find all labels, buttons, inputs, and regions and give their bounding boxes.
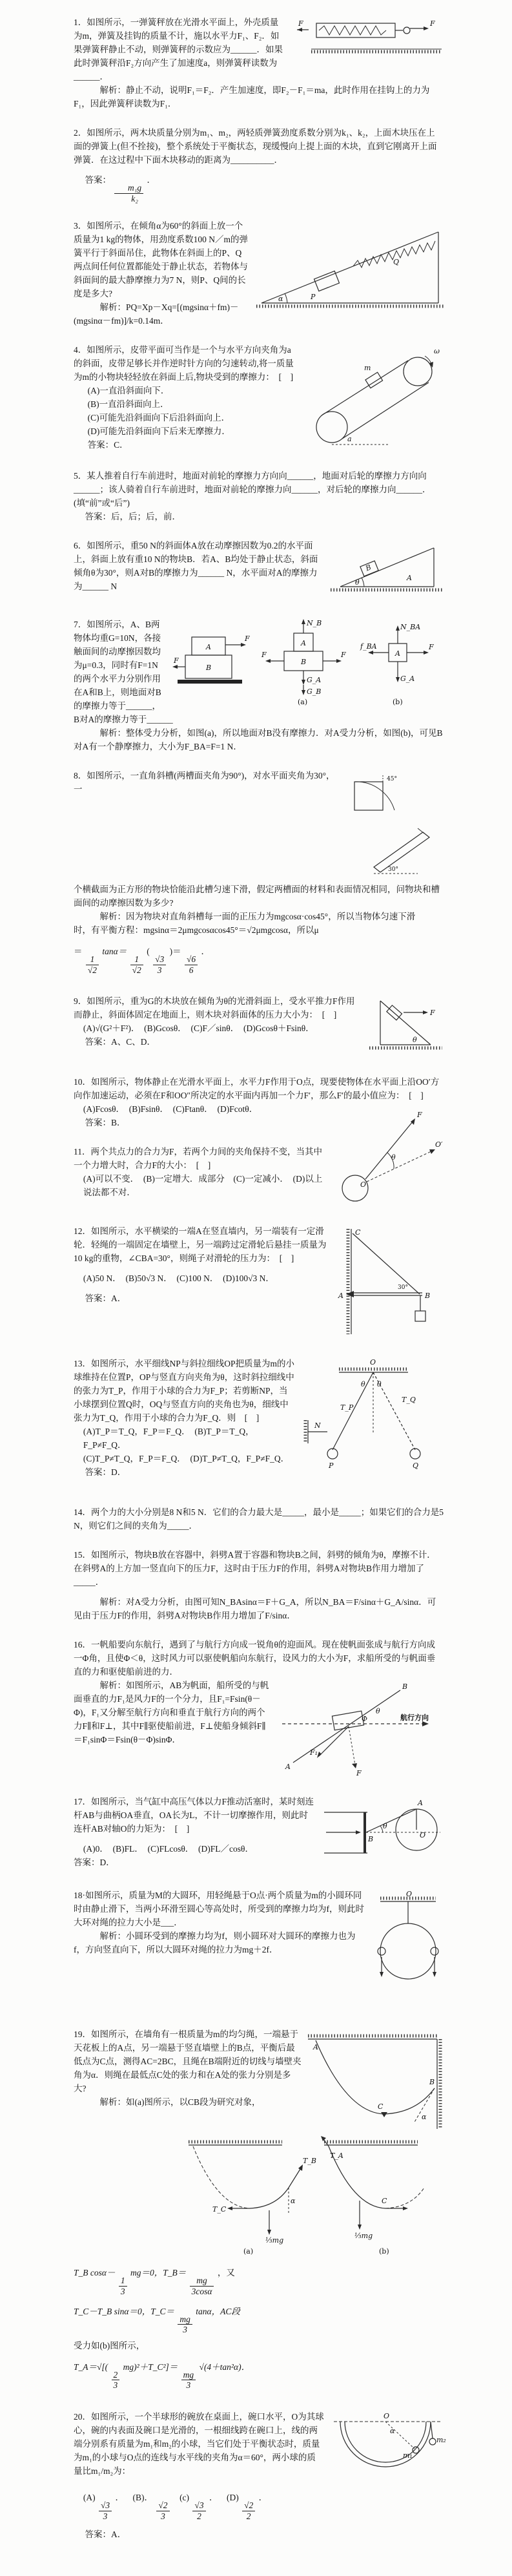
- q19-formula-1: T_B cosα－ $\frac{1}{3}$ mg＝0，T_B＝ $\frac{mg}{3\cos\alpha}$ ，又: [74, 2268, 235, 2296]
- q13-fig-label-P: P: [329, 1461, 334, 1471]
- q13-options-2: (C)T_P≠T_Q，F_P＝F_Q． (D)T_P≠T_Q，F_P≠F_Q．: [83, 1454, 290, 1464]
- svg-text:B: B: [301, 658, 307, 667]
- q11-options: (A)可以不变． (B)一定增大．成部分 (C)一定减小． (D)以上说法都不对．: [83, 1174, 323, 1198]
- q8-figure: [347, 770, 444, 880]
- q20-fig-label-m2: m₂: [436, 2435, 446, 2444]
- q17-answer: 答案：D．: [74, 1858, 115, 1868]
- q9-text: 9．如图所示，重为G的木块放在倾角为θ的光滑斜面上，受水平推力F作用而静止，斜面体固定在地面上，则木块对斜面体的压力大小为： [ ]: [74, 996, 355, 1020]
- q10-text: 10．如图所示，物体静止在光滑水平面上，水平力F作用于O点，现要使物体在水平面上沿OO′方向作加速运动，必须在F和OO″所决定的水平面内再加一个力F′，那么F′的最小值应为： [ ]: [74, 1077, 440, 1101]
- svg-text:N_B: N_B: [307, 619, 322, 628]
- q20-answer: 答案：A．: [85, 2529, 127, 2540]
- q9-fig-label-theta: θ: [413, 1036, 417, 1045]
- q6-text: 6．如图所示，重50 N的斜面体A放在动摩擦因数为0.2的水平面上，斜面上放有重10 N的物块B．若A、B均处于静止状态，斜面倾角θ为30°，则A对B的摩擦力为______ N，水平面对A的摩擦力为______ N: [74, 541, 318, 592]
- q4-option-b: (B)一直沿斜面向上．: [87, 399, 169, 410]
- q13-answer: 答案：D．: [85, 1467, 127, 1478]
- question-2: [74, 126, 444, 204]
- q6-fig-label-B: B: [364, 563, 373, 573]
- q8-fig-label-45: 45°: [387, 776, 397, 783]
- q3-figure: [256, 220, 444, 324]
- q9-figure: [366, 996, 444, 1057]
- q20-fig-label-m1: m₁: [403, 2451, 413, 2460]
- q12-fig-label-B: B: [425, 1292, 431, 1301]
- svg-text:F: F: [174, 656, 179, 665]
- q16-fig-label-theta: θ: [376, 1707, 380, 1716]
- q16-analysis: 解析：如图所示，AB为帆面，船所受的与帆面垂直的力F₁是风力F的一个分力，且F₁=Fsin(θ－Φ)，F₁又分解至航行方向和垂直于航行方向的两个力F∥和F⊥，其中F∥驱使船前进，F⊥使船身倾斜F∥＝F₁sinΦ＝Fsin(θ－Φ)sinΦ．: [74, 1681, 269, 1745]
- question-13: [74, 1357, 444, 1490]
- q19-fig-label-alpha: α: [422, 2113, 427, 2122]
- q7-figure-stack: [172, 619, 250, 700]
- svg-text:A: A: [395, 649, 400, 658]
- q1-analysis: 解析：静止不动，说明F₁＝F₂．产生加速度，即F₂－F₁＝ma，此时作用在挂钩上的力为F₁，因此弹簧秤读数为F₁．: [74, 85, 430, 109]
- q19-sol-label-a: (a): [243, 2247, 254, 2256]
- question-17: [74, 1795, 444, 1873]
- q19-figure: [308, 2029, 444, 2132]
- q12-figure: [337, 1226, 444, 1339]
- q19-fig-label-C: C: [378, 2102, 384, 2111]
- svg-text:A: A: [301, 639, 306, 648]
- q5-text: 5．某人推着自行车前进时，地面对前轮的摩擦力方向向______，地面对后轮的摩擦力方向向______；该人骑着自行车前进时，地面对前轮的摩擦力向______，对后轮的摩擦力向______．(填“前”或“后”): [74, 471, 431, 508]
- q17-text: 17．如图所示，当气缸中高压气体以力F推动活塞时，某时刻连杆AB与曲柄OA垂直，OA长为L，不计一切摩擦作用，则此时连杆AB对轴O的力矩为： [ ]: [74, 1797, 314, 1834]
- question-7: [74, 618, 444, 753]
- q20-frac-a: $\frac{√3}{3}$: [99, 2500, 112, 2521]
- question-6: [74, 539, 444, 602]
- q10-fig-label-F: F: [417, 1111, 422, 1120]
- q10-figure: [337, 1109, 444, 1206]
- q7-figures: [172, 619, 444, 706]
- q4-fig-label-omega: ω: [434, 347, 440, 356]
- q8-analysis-1: 解析：因为物块对直角斜槽每一面的正压力为mgcosα·cos45°，所以当物体匀速下滑: [99, 912, 416, 922]
- q10-answer: 答案：B．: [85, 1118, 126, 1128]
- q17-fig-label-O: O: [420, 1831, 426, 1840]
- question-5: [74, 469, 444, 523]
- q8-frac-2: $\frac{1}{√2}$: [130, 954, 143, 975]
- q4-figure: [305, 344, 444, 451]
- q19-sol-label-mg1: ⅓mg: [265, 2236, 284, 2245]
- q8-fig-label-30: 30°: [388, 866, 398, 874]
- q19-sol-label-TB: T_B: [303, 2157, 316, 2166]
- q7-figure-fbd-a: [261, 619, 349, 706]
- q19-solution-figures: [185, 2136, 444, 2256]
- q19-formula-3: T_A＝√[( $\frac{2}{3}$ mg)²＋T_C²]＝ $\frac{mg}{3}$ √(4＋tan²α)．: [74, 2361, 251, 2391]
- q8-formula: ＝ $\frac{1}{√2}$ tanα＝ $\frac{1}{√2}$ ( $\frac{√3}{3}$ )＝ $\frac{√6}{6}$ ．: [74, 947, 210, 975]
- svg-text:G_A: G_A: [400, 675, 415, 684]
- q20-frac-c: $\frac{√3}{2}$: [192, 2500, 205, 2521]
- q1-text: 1．如图所示，一弹簧秤放在光滑水平面上，外壳质量为m，弹簧及挂钩的质量不计，施以水平力F₁、F₂．如果弹簧秤静止不动，则弹簧秤的示数应为______．如果此时弹簧秤沿F₂方向产生了加速度a，则弹簧秤读数为______．: [74, 17, 283, 81]
- q19-sol-label-alpha: α: [291, 2197, 296, 2206]
- q1-fig-label-F-right: F: [430, 19, 435, 28]
- q8-analysis-2: 时，有平衡方程：mgsinα＝2μmgcosαcos45°＝√2μmgcosα，所以μ: [74, 925, 319, 936]
- q9-fig-label-F: F: [430, 1009, 435, 1018]
- q16-fig-label-phi: Φ: [362, 1715, 368, 1724]
- question-4: [74, 343, 444, 454]
- q16-figure: [279, 1680, 444, 1777]
- q19-mid-text: 受力如(b)图所示，: [74, 2340, 145, 2351]
- q6-figure: [331, 540, 444, 600]
- q8-frac-4: $\frac{√6}{6}$: [185, 954, 198, 975]
- q17-fig-label-B: B: [368, 1835, 374, 1844]
- q13-fig-label-theta1: θ: [361, 1380, 365, 1389]
- svg-text:F: F: [261, 651, 267, 660]
- q13-options-1: (A)T_P＝T_Q，F_P＝F_Q． (B)T_P＝T_Q，F_P≠F_Q．: [83, 1427, 254, 1450]
- q8-text-line1: 8．如图所示，一直角斜槽(两槽面夹角为90°)，对水平面夹角为30°，一: [74, 771, 335, 795]
- q20-frac-d: $\frac{√2}{2}$: [242, 2500, 255, 2521]
- q12-fig-label-C: C: [355, 1228, 361, 1237]
- question-20: [74, 2410, 444, 2541]
- q8-text-line2: 个横截面为正方形的物块恰能沿此槽匀速下滑，假定两槽面的材料和表面情况相同，问物块和槽面间的动摩擦因数为多少?: [74, 885, 440, 908]
- q10-fig-label-theta: θ: [391, 1153, 396, 1162]
- q20-figure: [331, 2411, 444, 2476]
- q9-options: (A)√(G²＋F²)． (B)Gcosθ． (C)F／sinθ． (D)Gcosθ＋Fsinθ．: [83, 1023, 314, 1034]
- q4-text: 4．如图所示，皮带平面可当作是一个与水平方向夹角为a的斜面，皮带足够长并作逆时针方向的匀速转动,将一质量为m的小物块轻轻放在斜面上后,物块受到的摩擦力： [ ]: [74, 345, 294, 382]
- q13-text: 13．如图所示，水平细线NP与斜拉细线OP把质量为m的小球维持在位置P，OP与竖直方向夹角为θ，这时斜拉细线中的张力为T_P，作用于小球的合力为F_P；若剪断NP，当小球摆到位置Q时，OQ与竖直方向的夹角也为θ，细线中张力为T_Q，作用于小球的合力为F_Q．则 [ ]: [74, 1359, 295, 1423]
- q11-text: 11．两个共点力的合力为F，若两个力间的夹角保持不变，当其中一个力增大时，合力F的大小： [ ]: [74, 1147, 323, 1171]
- q16-fig-label-B: B: [402, 1682, 408, 1691]
- q17-fig-label-A: A: [418, 1799, 423, 1808]
- q18-figure: [373, 1890, 444, 2009]
- q20-options: (A) $\frac{√3}{3}$ ． (B)． $\frac{√2}{3}$ (c) $\frac{√3}{2}$ ． (D) $\frac{√2}{2}$ ．: [83, 2492, 268, 2521]
- question-16: [74, 1638, 444, 1779]
- q6-fig-label-A: A: [407, 574, 412, 583]
- svg-text:F: F: [429, 643, 434, 652]
- question-18: [74, 1889, 444, 2012]
- q19-sol-label-TC: T_C: [212, 2205, 227, 2214]
- q20-fig-label-alpha: α: [390, 2426, 395, 2435]
- q1-figure: [292, 17, 444, 62]
- q2-answer-label: 答案：: [85, 175, 112, 185]
- q13-fig-label-O: O: [370, 1358, 376, 1367]
- q4-option-d: (D)可能先沿斜面向下后来无摩擦力．: [87, 426, 230, 437]
- q18-analysis: 解析：小圆环受到的摩擦力均为f，则小圆环对大圆环的摩擦力也为f，方向竖直向下，所以大圆环对绳的拉力为mg＋2f．: [74, 1931, 356, 1955]
- q8-frac-3: $\frac{√3}{3}$: [153, 954, 166, 975]
- question-8: [74, 769, 444, 979]
- q12-answer: 答案：A．: [85, 1293, 127, 1304]
- q14-text: 14．两个力的大小分别是8 N和5 N．它们的合力最大是_____，最小是_____；如果它们的合力是5 N，则它们之间的夹角为_____．: [74, 1507, 444, 1531]
- q12-text: 12．如图所示，水平横梁的一端A在竖直墙内，另一端装有一定滑轮．轻绳的一端固定在墙壁上，另一端跨过定滑轮后悬挂一质量为10 kg的重物，∠CBA=30°，则绳子对滑轮的压力为： [ ]: [74, 1226, 327, 1264]
- q7-analysis: 解析：整体受力分析，如图(a)，所以地面对B没有摩擦力．对A受力分析，如图(b)，可见B对A有一个静摩擦力，大小为F_BA=F=1 N．: [74, 728, 443, 752]
- q1-fig-label-F-left: F: [298, 19, 303, 28]
- q17-figure: [321, 1796, 444, 1870]
- q13-figure: [302, 1358, 444, 1487]
- q19-fig-label-B: B: [429, 2078, 435, 2087]
- svg-text:F: F: [341, 651, 346, 660]
- q16-fig-label-F1: F₁: [310, 1748, 318, 1757]
- q2-text: 2．如图所示，两木块质量分别为m₁、m₂，两轻质弹簧劲度系数分别为k₁、k₂，上面木块压在上面的弹簧上(但不拴接)，整个系统处于平衡状态，现缓慢向上提上面的木块，直到它刚离开上面弹簧．在这过程中下面木块移动的距离为__________．: [74, 128, 437, 165]
- q3-fig-label-P: P: [311, 293, 316, 302]
- q19-formula-2: T_C－T_B sinα＝0，T_C＝ $\frac{mg}{3}$ tanα，AC段: [74, 2306, 240, 2335]
- svg-text:N_BA: N_BA: [400, 623, 421, 632]
- question-15: [74, 1548, 444, 1622]
- q15-text: 15．如图所示，物块B放在容器中，斜劈A置于容器和物块B之间，斜劈的倾角为θ，摩擦不计．在斜劈A的上方加一竖直向下的压力F，这时由于压力F的作用，斜劈A对物块B作用力增加了_____．: [74, 1550, 436, 1587]
- q7-figure-fbd-b: [360, 619, 438, 706]
- q19-sol-label-TA: T_A: [330, 2152, 343, 2161]
- q19-sol-label-mg2: ⅓mg: [354, 2232, 373, 2241]
- q16-text: 16．一帆船要向东航行，遇到了与航行方向成一锐角θ的迎面风。现在使帆面张成与航行方向成一Φ角，且使Φ＜θ，这时风力可以驱使帆船向东航行，设风力的大小为F，求船所受的与帆面垂直的力和驱使船前进的力．: [74, 1640, 436, 1677]
- question-1: [74, 16, 444, 110]
- question-12: [74, 1224, 444, 1341]
- q5-answer: 答案：后，后；后，前．: [85, 512, 181, 522]
- q18-text: 18·如图所示，质量为M的大圆环，用轻绳悬于O点·两个质量为m的小圆环同时由静止滑下，当两小环滑至圆心等高处时，所受到的摩擦力均为f，则此时大环对绳的拉力大小是___．: [74, 1890, 364, 1928]
- q17-fig-label-theta: θ: [383, 1822, 387, 1831]
- q9-answer: 答案：A、C、D．: [85, 1037, 156, 1047]
- q13-fig-label-theta2: θ: [377, 1380, 382, 1389]
- svg-text:A: A: [206, 643, 211, 652]
- q12-fig-label-A: A: [338, 1292, 343, 1301]
- svg-text:G_B: G_B: [307, 687, 322, 696]
- svg-text:(a): (a): [298, 698, 308, 707]
- q12-options: (A)50 N． (B)50√3 N． (C)100 N． (D)100√3 N．: [83, 1273, 274, 1284]
- svg-text:f_BA: f_BA: [360, 642, 377, 651]
- q4-option-a: (A)一直沿斜面向下．: [87, 386, 170, 396]
- question-19: [74, 2027, 444, 2394]
- q2-answer: 答案： $\frac{\text{m₁g}}{\text{k₂}}$ ．: [85, 175, 156, 204]
- q4-option-c: (C)可能先沿斜面向下后沿斜面向上．: [87, 413, 230, 423]
- question-3: [74, 219, 444, 328]
- q2-answer-fraction: $\frac{\text{m₁g}}{\text{k₂}}$: [114, 183, 143, 204]
- q13-fig-label-TP: T_P: [340, 1403, 354, 1412]
- q19-sol-label-b: (b): [379, 2247, 389, 2256]
- q20-fig-label-O: O: [384, 2411, 390, 2420]
- svg-text:(b): (b): [393, 698, 403, 707]
- svg-text:G_A: G_A: [307, 676, 322, 685]
- question-14: [74, 1505, 444, 1533]
- q8-frac-1: $\frac{1}{√2}$: [86, 954, 99, 975]
- q13-fig-label-N: N: [314, 1421, 321, 1430]
- q3-fig-label-Q: Q: [393, 258, 400, 267]
- q19-sol-label-C2: C: [382, 2197, 387, 2206]
- q3-text: 3．如图所示，在倾角α为60°的斜面上放一个质量为1 kg的物体，用劲度系数100 N／m的弹簧平行于斜面吊住，此物体在斜面上的P、Q两点间任何位置都能处于静止状态，若物体与斜面间的最大静摩擦力为7 N，则P、Q间的长度是多大?: [74, 221, 248, 299]
- svg-text:F: F: [245, 634, 250, 644]
- q19-solution-math: [74, 2258, 287, 2394]
- q20-text: 20．如图所示，一个半球形的碗放在桌面上，碗口水平，O为其球心，碗的内表面及碗口是光滑的，一根细线跨在碗口上，线的两端分别系有质量为m₁和m₂的小球，当它们处于平衡状态时，质量为m₁的小球与O点的连线与水平线的夹角为α＝60°，两小球的质量比m₁/m₂为：: [74, 2411, 324, 2476]
- q18-fig-label-O: O: [406, 1890, 413, 1899]
- q7-text: 7．如图所示，A、B两物体均重G=10N，各接触面间的动摩擦因数均为μ=0.3，同时有F=1N的两个水平力分别作用在A和B上，则地面对B的摩擦力等于______，B对A的摩擦力等于______: [74, 620, 173, 725]
- q4-fig-label-m: m: [364, 364, 371, 373]
- q17-options: (A)0． (B)FL． (C)FLcosθ． (D)FL／cosθ．: [83, 1844, 254, 1854]
- q20-frac-b: $\frac{√2}{3}$: [156, 2500, 169, 2521]
- q16-fig-label-F: F: [356, 1769, 362, 1778]
- q13-fig-label-TQ: T_Q: [402, 1396, 416, 1405]
- q19-fig-label-A: A: [313, 2043, 318, 2052]
- svg-text:B: B: [206, 664, 212, 673]
- q4-answer: 答案：C．: [87, 440, 128, 450]
- q10-fig-label-Oprime: O′: [435, 1140, 443, 1149]
- q19-solution-figure-a: [185, 2136, 316, 2256]
- q10-options: (A)Fcosθ． (B)Fsinθ． (C)Ftanθ． (D)Fcotθ．: [83, 1104, 258, 1115]
- q3-fig-label-alpha: α: [278, 295, 283, 304]
- q16-fig-label-direction: 航行方向: [400, 1713, 429, 1723]
- q3-analysis: 解析：PQ=Xp－Xq=[(mgsinα＋fm)－(mgsinα－fm)]/k=0.14m．: [74, 302, 239, 326]
- q4-fig-label-a: a: [347, 435, 352, 444]
- q6-fig-label-theta: θ: [355, 578, 360, 587]
- q13-fig-label-Q: Q: [413, 1461, 419, 1471]
- q19-text: 19．如图所示，在墙角有一根质量为m的均匀绳，一端悬于天花板上的A点，另一端悬于竖直墙壁上的B点，平衡后最低点为C点，测得AC=2BC，且绳在B端附近的切线与墙壁夹角为α．则绳在最低点C处的张力和在A处的张力分别是多大?: [74, 2029, 302, 2094]
- q15-analysis: 解析：对A受力分析，由图可知N_BAsinα＝F＋G_A，所以N_BA＝F/sinα＋G_A/sinα．可见由于压力F的作用，斜劈A对物块B作用力增加了F/sinα．: [74, 1597, 436, 1621]
- q10-fig-label-O: O: [360, 1180, 367, 1189]
- q12-fig-label-30: 30°: [398, 1284, 408, 1292]
- question-9: [74, 994, 444, 1060]
- q16-fig-label-A: A: [285, 1763, 291, 1772]
- q19-solution-figure-b: [321, 2136, 444, 2256]
- q19-analysis-intro: 解析：如(a)图所示，以CB段为研究对象，: [99, 2097, 261, 2108]
